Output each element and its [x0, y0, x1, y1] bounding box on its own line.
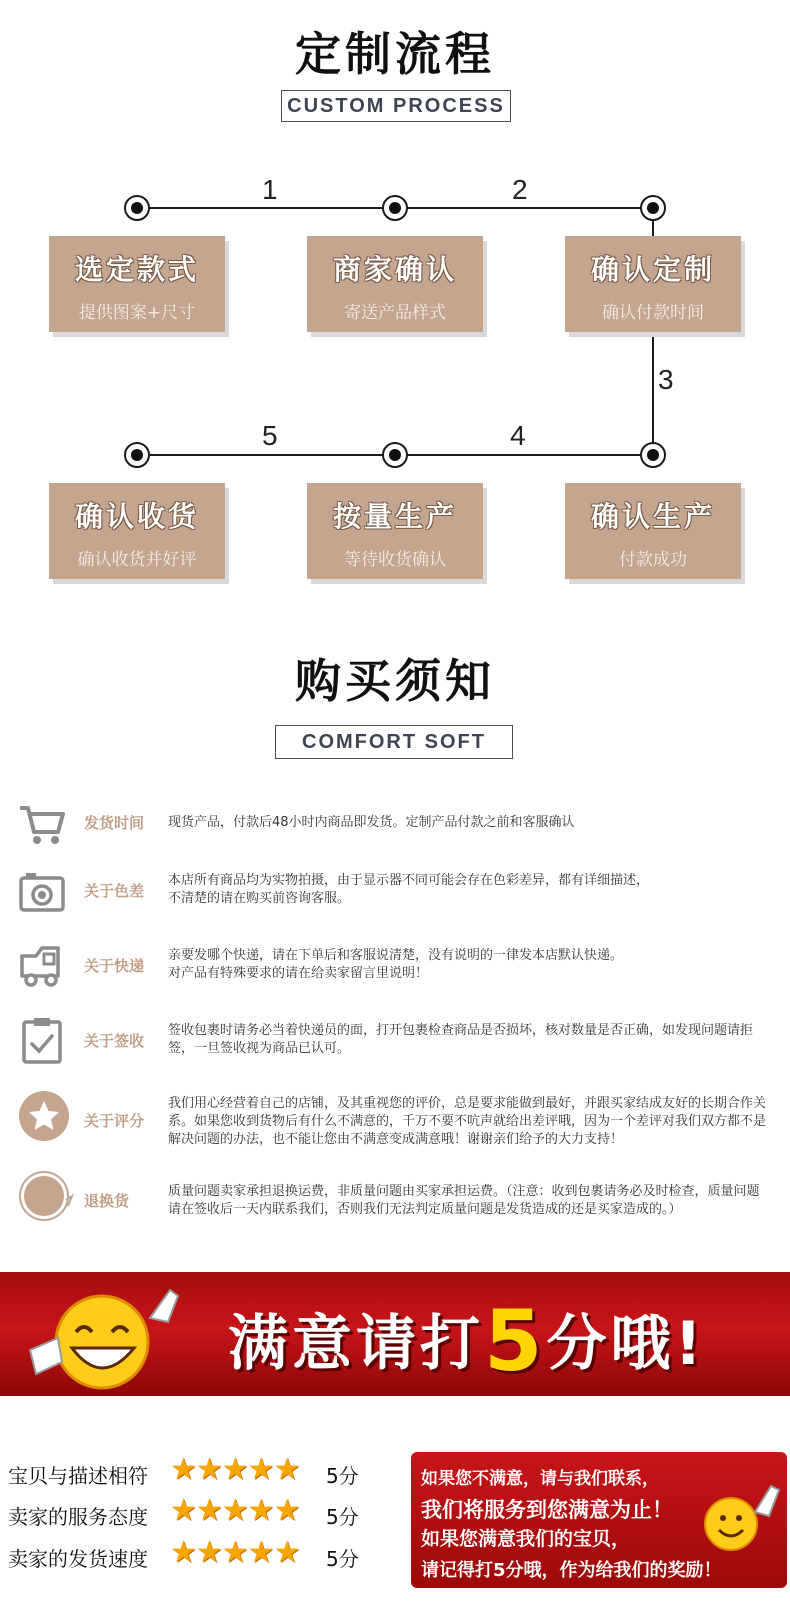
card-subtitle: 确认收货并好评 — [77, 550, 197, 570]
step-number-3: 3 — [658, 364, 674, 395]
card-title: 选定款式 — [74, 253, 199, 286]
process-line-1-2 — [137, 207, 395, 209]
process-subtitle: CUSTOM PROCESS — [281, 90, 511, 122]
process-node-2 — [382, 195, 408, 221]
contact-message-box — [411, 1452, 787, 1588]
rating-label-shipping: 卖家的发货速度 — [8, 1547, 148, 1571]
rating-score-service: 5分 — [326, 1505, 359, 1529]
card-subtitle: 寄送产品样式 — [344, 303, 446, 323]
message-line-4: 请记得打5分哦，作为给我们的奖励！ — [421, 1560, 722, 1581]
banner-number: 5 — [484, 1292, 547, 1390]
notice-text-color-difference: 本店所有商品均为实物拍摄，由于显示器不同可能会存在色彩差异，都有详细描述， 不清楚的请在购买前咨询客服。 — [168, 873, 650, 906]
smiley-thumbs-up-icon — [10, 1278, 190, 1394]
card-title: 确认收货 — [74, 500, 199, 533]
process-card-merchant-confirm — [307, 236, 483, 332]
shopping-cart-icon — [18, 800, 66, 848]
banner-text — [228, 1292, 706, 1390]
notice-label-sign-for: 关于签收 — [84, 1032, 145, 1050]
process-card-confirm-receipt — [49, 483, 225, 579]
banner-text-after: 分哦! — [546, 1309, 706, 1379]
notice-label-return: 退换货 — [84, 1192, 130, 1210]
card-subtitle: 等待收货确认 — [344, 550, 446, 570]
process-card-production — [307, 483, 483, 579]
notice-title: 购买须知 — [295, 654, 495, 708]
rating-stars-service: ★★★★★ — [170, 1493, 300, 1528]
notice-text-sign-for: 签收包裹时请务必当着快递员的面，打开包裹检查商品是否损坏，核对数量是否正确，如发现问题请拒签，一旦签收视为商品已认可。 — [168, 1023, 754, 1056]
banner-text-before: 满意请打 — [228, 1309, 484, 1379]
return-arrow-icon — [18, 1170, 74, 1222]
star-badge-icon — [18, 1090, 70, 1142]
card-title: 确认定制 — [590, 253, 715, 286]
rating-stars-description: ★★★★★ — [170, 1452, 300, 1487]
rating-score-shipping: 5分 — [326, 1547, 359, 1571]
card-title: 按量生产 — [332, 500, 457, 533]
notice-subtitle: COMFORT SOFT — [275, 725, 513, 759]
process-card-choose-style — [49, 236, 225, 332]
delivery-truck-icon — [18, 942, 66, 990]
notice-text-shipping-time: 现货产品，付款后48小时内商品即发货。定制产品付款之前和客服确认 — [168, 815, 575, 830]
step-number-5: 5 — [262, 420, 278, 451]
notice-label-color-difference: 关于色差 — [84, 882, 145, 900]
smiley-thumbs-up-icon — [697, 1482, 783, 1554]
process-node-6 — [124, 442, 150, 468]
process-node-4 — [640, 442, 666, 468]
message-line-2: 我们将服务到您满意为止！ — [421, 1498, 673, 1522]
process-title: 定制流程 — [295, 27, 495, 81]
camera-icon — [18, 868, 66, 916]
process-card-confirm-production — [565, 483, 741, 579]
rating-label-description: 宝贝与描述相符 — [8, 1464, 148, 1488]
notice-label-shipping-time: 发货时间 — [84, 814, 145, 832]
card-title: 商家确认 — [332, 253, 457, 286]
rating-banner — [0, 1272, 790, 1396]
rating-score-description: 5分 — [326, 1464, 359, 1488]
message-line-1: 如果您不满意，请与我们联系， — [421, 1469, 659, 1489]
card-subtitle: 付款成功 — [619, 550, 687, 570]
process-node-1 — [124, 195, 150, 221]
process-card-confirm-custom — [565, 236, 741, 332]
message-line-3: 如果您满意我们的宝贝， — [421, 1528, 631, 1550]
clipboard-check-icon — [18, 1016, 66, 1064]
process-line-2-3 — [395, 207, 653, 209]
notice-label-rating: 关于评分 — [84, 1112, 145, 1130]
notice-text-express: 亲要发哪个快递，请在下单后和客服说清楚，没有说明的一律发本店默认快递。 对产品有特殊要求的请在给卖家留言里说明！ — [168, 948, 624, 981]
card-subtitle: 提供图案+尺寸 — [78, 303, 196, 323]
rating-label-service: 卖家的服务态度 — [8, 1505, 148, 1529]
step-number-1: 1 — [262, 174, 278, 205]
notice-text-return: 质量问题卖家承担退换运费，非质量问题由买家承担运费。（注意：收到包裹请务必及时检查，质量问题请在签收后一天内联系我们，否则我们无法判定质量问题是发货造成的还是买家造成的。） — [168, 1184, 760, 1217]
process-node-3 — [640, 195, 666, 221]
notice-text-rating: 我们用心经营着自己的店铺，及其重视您的评价，总是要求能做到最好，并跟买家结成友好的长期合作关系。如果您收到货物后有什么不满意的，千万不要不吭声就给出差评哦，因为一个差评对我们双方都不是解决问题的办法，也不能让您由不满意变成满意哦！谢谢亲们给予的大力支持！ — [168, 1096, 767, 1147]
process-node-5 — [382, 442, 408, 468]
card-subtitle: 确认付款时间 — [602, 303, 704, 323]
card-title: 确认生产 — [590, 500, 715, 533]
step-number-2: 2 — [512, 174, 528, 205]
step-number-4: 4 — [510, 420, 526, 451]
notice-label-express: 关于快递 — [84, 957, 145, 975]
rating-stars-shipping: ★★★★★ — [170, 1535, 300, 1570]
